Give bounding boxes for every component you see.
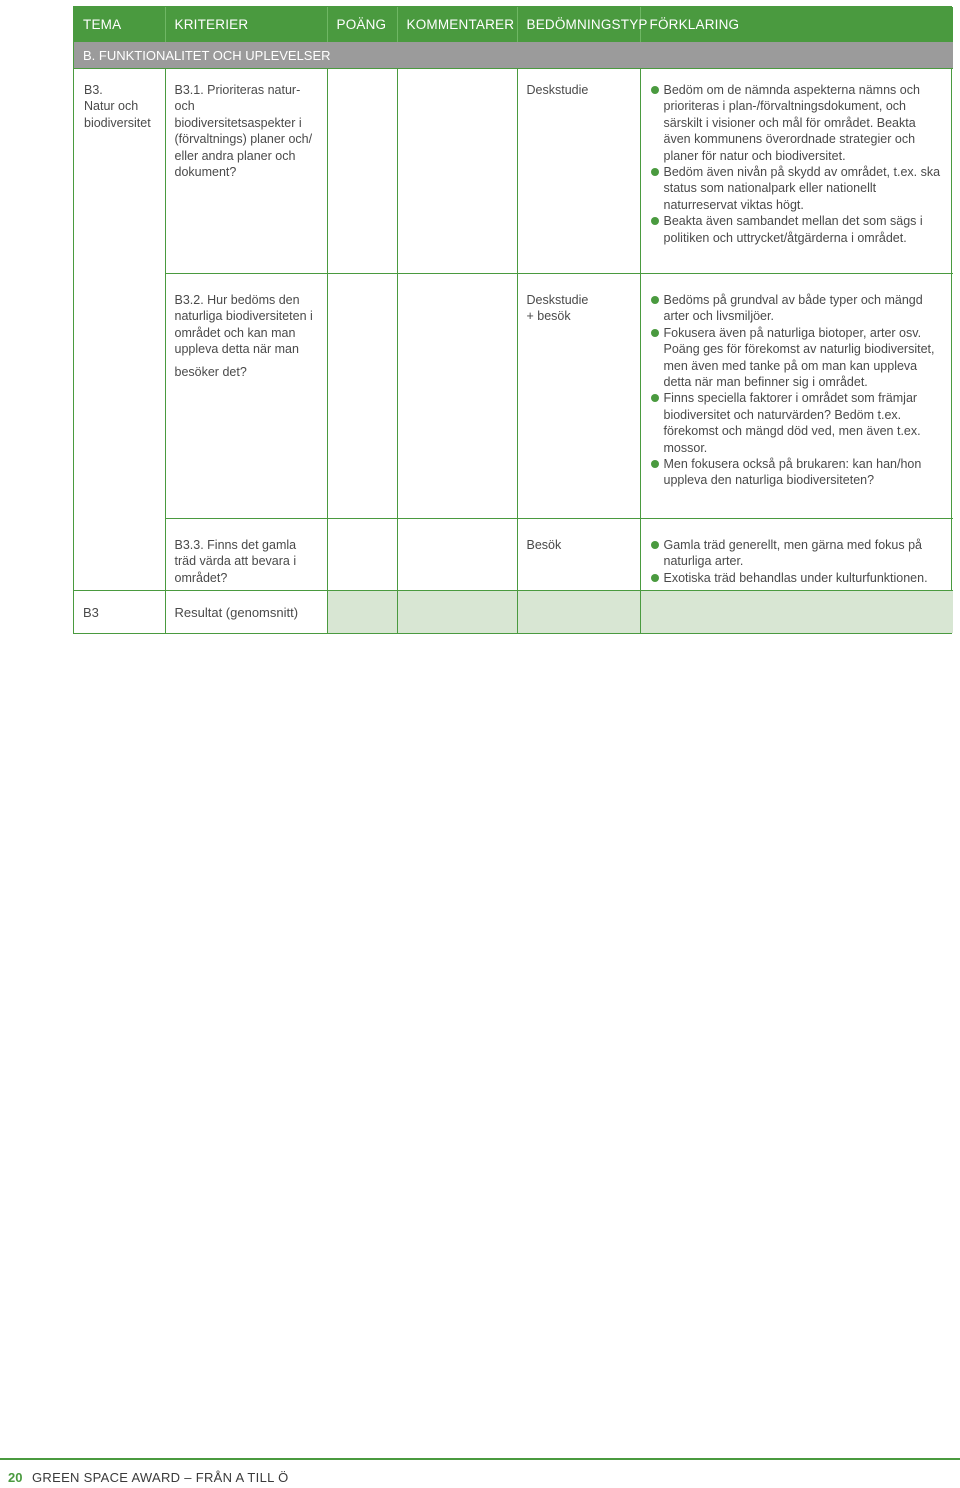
comments-cell: [397, 69, 517, 274]
explanation-item: Fokusera även på naturliga biotoper, arter osv. Poäng ges för förekomst av naturlig biodiversitet, men även med tanke på om man kan uppleva detta när man befinner sig i området.: [650, 325, 945, 391]
theme-title-line2: biodiversitet: [84, 115, 151, 130]
footer-rule: [0, 1458, 960, 1460]
explanation-item: Exotiska träd behandlas under kulturfunktionen.: [650, 570, 945, 586]
footer-title: GREEN SPACE AWARD – FRÅN A TILL Ö: [32, 1470, 289, 1485]
header-bedomningstyp: BEDÖMNINGSTYP: [517, 7, 640, 42]
page-number: 20: [8, 1470, 23, 1485]
table-row: [74, 519, 953, 591]
comments-cell: [397, 274, 517, 519]
explanation-item: Men fokusera också på brukaren: kan han/hon uppleva den naturliga biodiversiteten?: [650, 456, 945, 489]
assessment-type: Deskstudie + besök: [526, 293, 589, 324]
explanation-list: [650, 82, 945, 246]
page-footer: [0, 1458, 960, 1488]
header-poang: POÄNG: [327, 7, 397, 42]
result-code: B3: [74, 591, 165, 634]
explanation-item: Gamla träd generellt, men gärna med fokus på naturliga arter.: [650, 537, 945, 570]
explanation-cell: [640, 519, 953, 591]
explanation-list: [650, 537, 945, 586]
table-header-row: [74, 7, 953, 42]
criterion-text: B3.1. Prioriteras natur- och biodiversitetsaspekter i (förvaltnings) planer och/ eller andra planer och dokument?: [174, 83, 313, 180]
criterion-text: B3.2. Hur bedöms den naturliga biodiversiteten i området och kan man uppleva detta när man: [174, 293, 313, 357]
explanation-item: Finns speciella faktorer i området som främjar biodiversitet och naturvärden? Bedöm t.ex. förekomst och mängd död ved, men även t.ex. mossor.: [650, 390, 945, 456]
comments-cell: [397, 519, 517, 591]
header-forklaring: FÖRKLARING: [640, 7, 953, 42]
theme-code: B3.: [84, 83, 103, 97]
criterion-text-tail: besöker det?: [174, 364, 247, 379]
criterion-cell: [165, 69, 327, 274]
table-row: [74, 69, 953, 274]
result-comments-cell: [397, 591, 517, 634]
assessment-type-cell: [517, 519, 640, 591]
assessment-type: Besök: [526, 538, 562, 552]
criterion-text: B3.3. Finns det gamla träd värda att bevara i området?: [174, 538, 297, 585]
explanation-cell: [640, 274, 953, 519]
explanation-item: Bedöms på grundval av både typer och mängd arter och livsmiljöer.: [650, 292, 945, 325]
explanation-cell: [640, 69, 953, 274]
result-explanation-cell: [640, 591, 953, 634]
explanation-list: [650, 292, 945, 489]
assessment-type: Deskstudie: [526, 83, 589, 97]
result-points-cell: [327, 591, 397, 634]
result-label: Resultat (genomsnitt): [165, 591, 327, 634]
assessment-type-cell: [517, 274, 640, 519]
explanation-item: Bedöm även nivån på skydd av området, t.ex. ska status som nationalpark eller nationellt naturreservat viktas högt.: [650, 164, 945, 213]
header-kommentarer: KOMMENTARER: [397, 7, 517, 42]
section-title: B. FUNKTIONALITET OCH UPLEVELSER: [74, 42, 953, 69]
explanation-item: Bedöm om de nämnda aspekterna nämns och prioriteras i plan-/förvaltningsdokument, och särskilt i visioner och mål för området. Beakta även kommunens överordnade strategier och planer för natur och biodiversitet.: [650, 82, 945, 164]
assessment-type-cell: [517, 69, 640, 274]
header-tema: TEMA: [74, 7, 165, 42]
result-row: [74, 591, 953, 634]
points-cell: [327, 519, 397, 591]
theme-title-line1: Natur och: [84, 99, 139, 114]
explanation-item: Beakta även sambandet mellan det som sägs i politiken och uttrycket/åtgärderna i området.: [650, 213, 945, 246]
section-row: [74, 42, 953, 69]
points-cell: [327, 69, 397, 274]
criterion-cell: [165, 274, 327, 519]
header-kriterier: KRITERIER: [165, 7, 327, 42]
result-assessment-cell: [517, 591, 640, 634]
points-cell: [327, 274, 397, 519]
theme-cell: [74, 69, 165, 591]
criteria-table: [73, 6, 952, 634]
criterion-cell: [165, 519, 327, 591]
table-row: [74, 274, 953, 519]
